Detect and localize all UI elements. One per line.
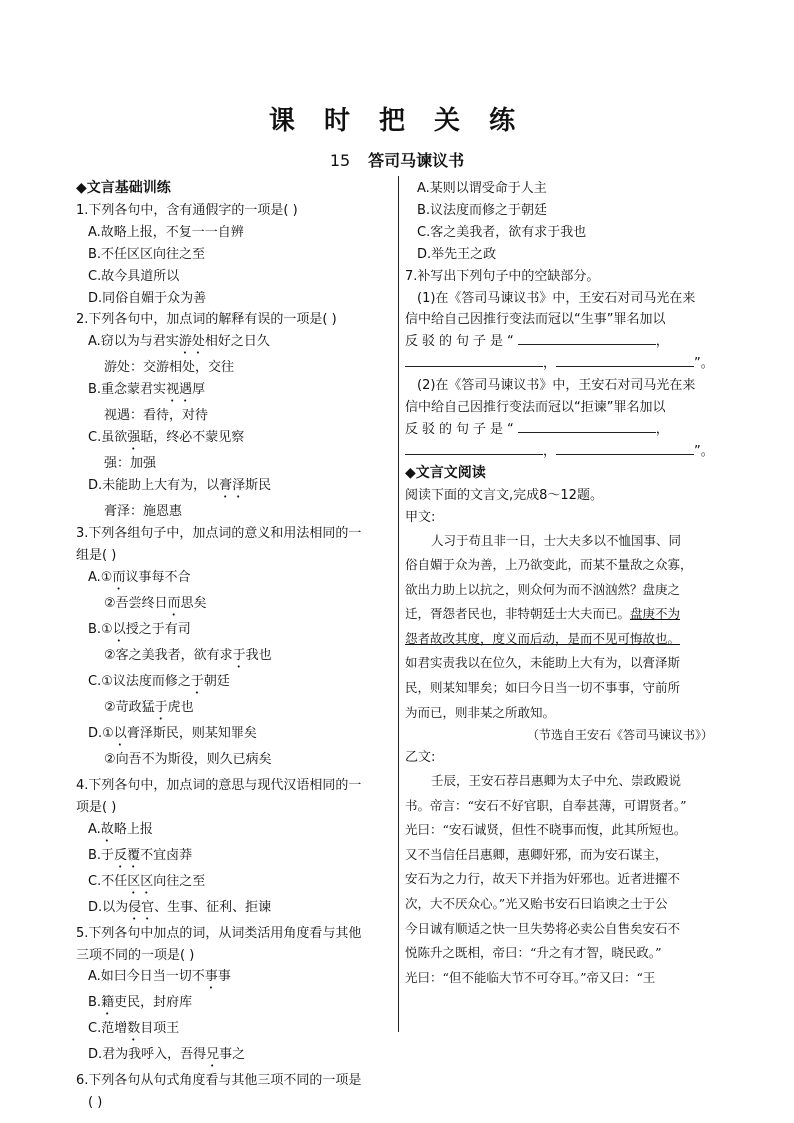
section-heading-basic: ◆文言基础训练 (76, 180, 171, 196)
question-2-option-a: A.窃以为与君实游处相好之日久 (88, 334, 270, 350)
question-6-stem-line1: 6.下列各句从句式角度看与其他三项不同的一项是 (76, 1073, 362, 1089)
passage-yi-line: 又不当信任吕惠卿，惠卿奸邪，而为安石谋主， (405, 846, 668, 862)
question-3-option-d2: ②向吾不为斯役，则久已病矣 (104, 751, 272, 767)
question-7-part1-line4: ， ”。 (405, 353, 721, 375)
question-6-option-d: D.举先王之政 (417, 246, 497, 262)
question-7-part2-line3: 反驳的句子是“ ， (405, 421, 669, 437)
question-7-part2-line4: ， ”。 (405, 441, 721, 463)
lesson-title (0, 148, 794, 171)
question-1-option-b: B.不任区区向往之至 (88, 246, 206, 262)
question-4-option-d: D.以为侵官、生事、征利、拒谏 (88, 899, 272, 915)
page-title: 课 时 把 关 练 (268, 106, 526, 136)
answer-blank[interactable] (556, 354, 694, 367)
question-4-stem-line1: 4.下列各句中，加点词的意思与现代汉语相同的一 (76, 777, 362, 793)
question-3-stem-line2: 组是( ) (76, 547, 117, 563)
question-7-part2-line2: 信中给自己因推行变法而冠以“拒谏”罪名加以 (405, 400, 666, 416)
lesson-name: 答司马谏议书 (368, 151, 465, 170)
passage-yi-line: 光曰：“但不能临大节不可夺耳。”帝又曰：“王 (405, 969, 656, 985)
question-1-option-c: C.故今具道所以 (88, 268, 180, 284)
question-2-option-c: C.虽欲强聒，终必不蒙见察 (88, 430, 245, 446)
question-3-option-b1: B.①以授之于有司 (88, 621, 191, 637)
question-3-option-d1: D.①以膏泽斯民，则某知罪矣 (88, 725, 257, 741)
passage-yi-line: 书。帝言：“安石不好官职，自奉甚薄，可谓贤者。” (405, 797, 687, 813)
answer-blank[interactable] (405, 354, 543, 367)
passage-jia-line-underlined: 怨者故改其度，度义而后动，是而不见可悔故也。 (405, 630, 681, 646)
question-6-option-a: A.某则以谓受命于人主 (417, 181, 547, 196)
right-column (405, 178, 721, 990)
question-5-stem-line1: 5.下列各句中加点的词，从词类活用角度看与其他 (76, 925, 362, 941)
question-2-note-a: 游处：交游相处，交往 (104, 360, 235, 376)
passage-jia-line: 欲出力助上以抗之，则众何为而不汹汹然？盘庚之 (405, 581, 681, 597)
passage-jia-line: 民，则某知罪矣；如曰今日当一切不事事，守前所 (405, 680, 681, 696)
question-6-option-b: B.议法度而修之于朝廷 (417, 202, 548, 218)
reading-intro: 阅读下面的文言文,完成8～12题。 (405, 487, 603, 503)
passage-jia-line: 迁，胥怨者民也，非特朝廷士大夫而已。盘庚不为 (405, 606, 681, 622)
question-7-stem: 7.补写出下列句子中的空缺部分。 (405, 268, 600, 284)
answer-blank[interactable] (518, 332, 656, 345)
question-3-option-c2: ②苛政猛于虎也 (104, 699, 194, 715)
question-6-option-c: C.客之美我者，欲有求于我也 (417, 224, 587, 240)
question-2-note-b: 视遇：看待，对待 (104, 408, 209, 424)
question-5-option-c: C.范增数目项王 (88, 1021, 180, 1037)
question-3-stem-line1: 3.下列各组句子中，加点词的意义和用法相同的一 (76, 525, 362, 541)
question-3-option-a2: ②吾尝终日而思矣 (104, 595, 207, 611)
passage-jia-line: 为而已，则非某之所敢知。 (405, 704, 556, 720)
passage-jia-line: 俗自媚于众为善，上乃欲变此，而某不量敌之众寡， (405, 557, 693, 573)
answer-blank[interactable] (556, 442, 694, 455)
question-2-stem: 2.下列各句中，加点词的解释有误的一项是( ) (76, 312, 337, 328)
passage-jia-label: 甲文: (405, 509, 436, 525)
question-7-part1-line3: 反驳的句子是“ ， (405, 334, 669, 350)
section-heading-reading: ◆文言文阅读 (405, 464, 486, 481)
question-2-note-c: 强：加强 (104, 456, 157, 472)
question-1-option-a: A.故略上报，不复一一自辨 (88, 224, 244, 240)
underlined-sentence: 盘庚不为 (630, 606, 681, 622)
passage-jia-line: 人习于苟且非一日，士大夫多以不恤国事、同 (431, 532, 682, 548)
question-4-option-c: C.不任区区向往之至 (88, 873, 206, 889)
question-5-option-d: D.君为我呼入，吾得兄事之 (88, 1047, 246, 1063)
passage-yi-line: 光曰：“安石诚贤，但性不晓事而愎，此其所短也。 (405, 822, 687, 838)
question-5-stem-line2: 三项不同的一项是( ) (76, 947, 195, 963)
question-4-stem-line2: 项是( ) (76, 799, 117, 815)
column-divider (398, 176, 399, 1032)
passage-jia-line: 如君实责我以在位久，未能助上大有为，以膏泽斯 (405, 655, 681, 671)
question-2-option-b: B.重念蒙君实视遇厚 (88, 382, 206, 398)
passage-jia-source: （节选自王安石《答司马谏议书》） (526, 728, 713, 743)
question-1-option-d: D.同俗自媚于众为善 (88, 290, 207, 306)
question-2-option-d: D.未能助上大有为，以膏泽斯民 (88, 478, 272, 494)
answer-blank[interactable] (518, 420, 656, 433)
question-2-note-d: 膏泽：施恩惠 (104, 504, 183, 520)
passage-yi-line: 壬辰，王安石荐吕惠卿为太子中允、崇政殿说 (431, 773, 682, 789)
question-3-option-c1: C.①议法度而修之于朝廷 (88, 673, 230, 689)
question-4-option-b: B.于反覆不宜卤莽 (88, 847, 193, 863)
passage-yi-line: 次，大不厌众心。”光又贻书安石曰谄谀之士于公 (405, 896, 668, 912)
question-3-option-a1: A.①而议事每不合 (88, 569, 191, 585)
question-7-part2-line1: (2)在《答司马谏议书》中，王安石对司马光在来 (417, 378, 696, 394)
question-7-part1-line1: (1)在《答司马谏议书》中，王安石对司马光在来 (417, 290, 696, 306)
question-1-stem: 1.下列各句中，含有通假字的一项是( ) (76, 202, 298, 218)
passage-yi-line: 今日诚有顺适之快一旦失势将必卖公自售矣安石不 (405, 920, 681, 936)
question-4-option-a: A.故略上报 (88, 821, 153, 837)
question-5-option-a: A.如曰今日当一切不事事 (88, 969, 231, 985)
passage-yi-label: 乙文: (405, 750, 436, 766)
lesson-number: 15 (329, 151, 351, 170)
left-column (76, 178, 392, 1114)
question-6-stem-line2: ( ) (88, 1095, 103, 1111)
answer-blank[interactable] (405, 442, 543, 455)
passage-yi-line: 悦陈升之既相，帝曰：“升之有才智，晓民政。” (405, 945, 662, 961)
question-3-option-b2: ②客之美我者，欲有求于我也 (104, 647, 272, 663)
question-7-part1-line2: 信中给自己因推行变法而冠以“生事”罪名加以 (405, 312, 666, 328)
passage-yi-line: 安石为之力行，故天下并指为奸邪也。近者进擢不 (405, 871, 681, 887)
question-5-option-b: B.籍吏民，封府库 (88, 995, 193, 1011)
